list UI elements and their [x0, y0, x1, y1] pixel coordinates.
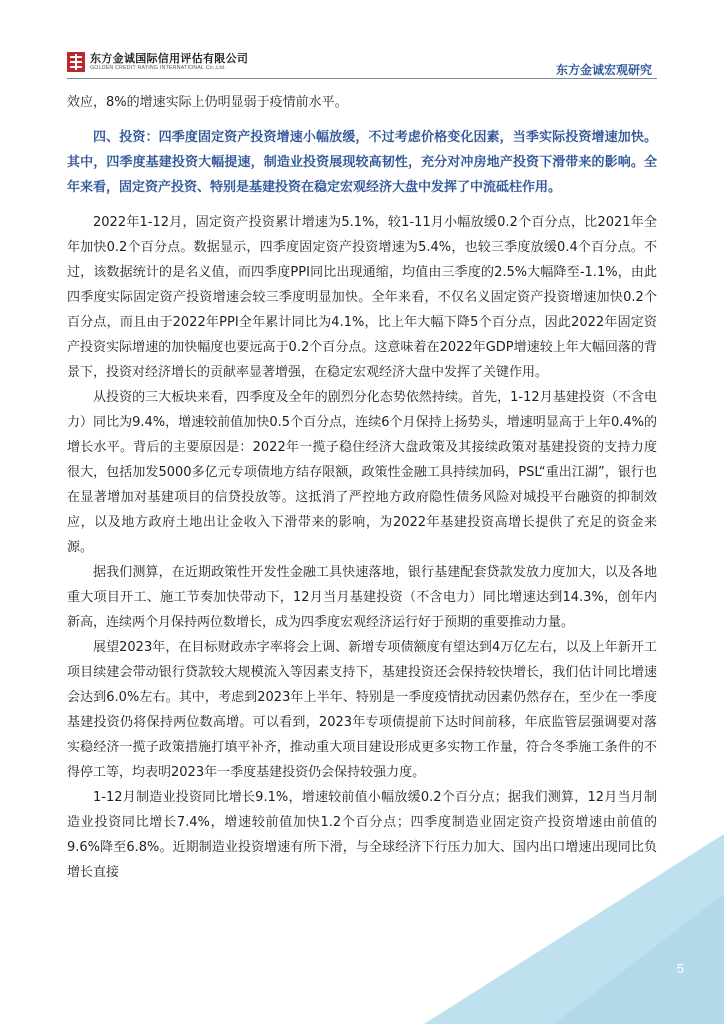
paragraph-2023-outlook: 展望2023年，在目标财政赤字率将会上调、新增专项债额度有望达到4万亿左右，以及上年新开工项目续建会带动银行贷款较大规模流入等因素支持下，基建投资还会保持较快增长，我们估计同比增速会达到6.0%左右。其中，考虑到2023年上半年、特别是一季度疫情扰动因素仍然存在，至少在一季度基建投资仍将保持两位数高增。可以看到，2023年专项债提前下达时间前移，年底监管层强调要对落实稳经济一揽子政策措施打填平补齐，推动重大项目建设形成更多实物工作量，符合冬季施工条件的不得停工等，均表明2023年一季度基建投资仍会保持较强力度。 [67, 640, 657, 780]
paragraph-continuation: 效应，8%的增速实际上仍明显弱于疫情前水平。 [67, 95, 348, 110]
section-summary-investment: 四、投资：四季度固定资产投资增速小幅放缓，不过考虑价格变化因素，当季实际投资增速加快。其中，四季度基建投资大幅提速，制造业投资展现较高韧性，充分对冲房地产投资下滑带来的影响。全年来看，固定资产投资、特别是基建投资在稳定宏观经济大盘中发挥了中流砥柱作用。 [67, 130, 657, 195]
header-divider [67, 78, 657, 79]
document-body [67, 90, 657, 885]
paragraph-infrastructure-investment: 从投资的三大板块来看，四季度及全年的剧烈分化态势依然持续。首先，1-12月基建投资（不含电力）同比为9.4%，增速较前值加快0.5个百分点，连续6个月保持上扬势头，增速明显高于上年0.4%的增长水平。背后的主要原因是：2022年一揽子稳住经济大盘政策及其接续政策对基建投资的支持力度很大，包括加发5000多亿元专项债地方结存限额，政策性金融工具持续加码，PSL“重出江湖”，银行也在显著增加对基建项目的信贷投放等。这抵消了严控地方政府隐性债务风险对城投平台融资的抑制效应，以及地方政府土地出让金收入下滑带来的影响，为2022年基建投资高增长提供了充足的资金来源。 [67, 390, 657, 555]
paragraph-manufacturing-investment: 1-12月制造业投资同比增长9.1%，增速较前值小幅放缓0.2个百分点；据我们测算，12月当月制造业投资同比增长7.4%，增速较前值加快1.2个百分点；四季度制造业固定资产投资增速由前值的9.6%降至6.8%。近期制造业投资增速有所下滑，与全球经济下行压力加大、国内出口增速出现同比负增长直接 [67, 790, 657, 880]
paragraph-fixed-asset-investment: 2022年1-12月，固定资产投资累计增速为5.1%，较1-11月小幅放缓0.2个百分点，比2021年全年加快0.2个百分点。数据显示，四季度固定资产投资增速为5.4%，也较三季度放缓0.4个百分点。不过，该数据统计的是名义值，而四季度PPI同比出现通缩，均值由三季度的2.5%大幅降至-1.1%，由此四季度实际固定资产投资增速会较三季度明显加快。全年来看，不仅名义固定资产投资增速加快0.2个百分点，而且由于2022年PPI全年累计同比为4.1%，比上年大幅下降5个百分点，因此2022年固定资产投资实际增速的加快幅度也要远高于0.2个百分点。这意味着在2022年GDP增速较上年大幅回落的背景下，投资对经济增长的贡献率显著增强，在稳定宏观经济大盘中发挥了关键作用。 [67, 215, 657, 380]
company-name-cn: 东方金诚国际信用评估有限公司 [90, 52, 249, 65]
page-header [0, 0, 724, 80]
page-number: 5 [676, 961, 684, 976]
paragraph-december-infrastructure: 据我们测算，在近期政策性开发性金融工具快速落地，银行基建配套贷款发放力度加大，以及各地重大项目开工、施工节奏加快带动下，12月当月基建投资（不含电力）同比增速达到14.3%，创年内新高，连续两个月保持两位数增长，成为四季度宏观经济运行好于预期的重要推动力量。 [67, 565, 657, 630]
corner-decoration [424, 834, 724, 1024]
company-name-en: GOLDEN CREDIT RATING INTERNATIONAL Co.,Ltd. [90, 65, 226, 71]
report-brand-title: 东方金诚宏观研究 [555, 63, 652, 77]
company-logo-icon [67, 52, 85, 72]
